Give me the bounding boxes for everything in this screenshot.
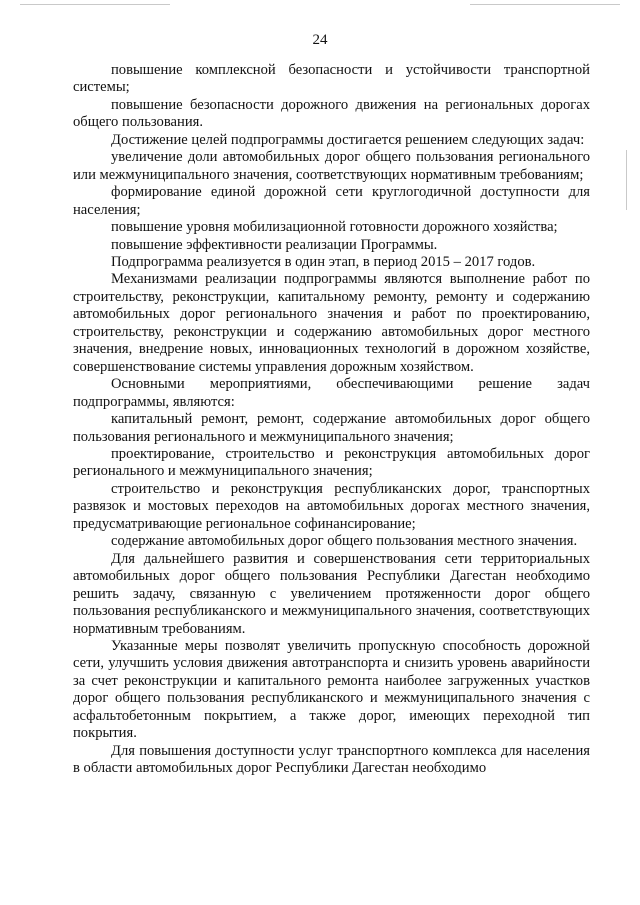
paragraph: повышение безопасности дорожного движения на региональных дорогах общего пользования. [73,96,590,131]
paragraph: строительство и реконструкция республиканских дорог, транспортных развязок и мостовых переходов на автомобильных дорогах местного значения, предусматривающие региональное софинансирование; [73,480,590,532]
paragraph: формирование единой дорожной сети круглогодичной доступности для населения; [73,184,590,218]
paragraph: повышение уровня мобилизационной готовности дорожного хозяйства; [111,219,558,236]
scan-artifact-right-edge [626,150,627,210]
paragraph: проектирование, строительство и реконструкция автомобильных дорог регионального и межмуниципального значения; [73,445,590,480]
paragraph: Для повышения доступности услуг транспортного комплекса для населения в области автомобильных дорог Республики Дагестан необходимо [73,742,590,777]
paragraph: Основными мероприятиями, обеспечивающими решение задач подпрограммы, являются: [73,376,590,410]
paragraph: Указанные меры позволят увеличить пропускную способность дорожной сети, улучшить условия движения автотранспорта и снизить уровень аварийности за счет реконструкции и капитального ремонта наиболее загруженных участков дорог общего пользования республиканского и межмуниципального значения с асфальтобетонным покрытием, а также дорог, имеющих переходной тип покрытия. [73,637,590,742]
paragraph: Для дальнейшего развития и совершенствования сети территориальных автомобильных дорог общего пользования Республики Дагестан необходимо решить задачу, связанную с увеличением протяженности дорог общего пользования республиканского и межмуниципального значения, соответствующих нормативным требованиям. [73,550,590,637]
paragraph: повышение комплексной безопасности и устойчивости транспортной системы; [73,62,590,96]
scan-artifact-top-right [470,4,620,5]
paragraph: Достижение целей подпрограммы достигается решением следующих задач: [111,131,585,148]
page-number: 24 [312,32,328,48]
paragraph: увеличение доли автомобильных дорог общего пользования регионального или межмуниципального значения, соответствующих нормативным требованиям; [73,149,590,183]
paragraph: Подпрограмма реализуется в один этап, в период 2015 – 2017 годов. [111,253,536,270]
paragraph: капитальный ремонт, ремонт, содержание автомобильных дорог общего пользования регионального и межмуниципального значения; [73,411,590,445]
paragraph: повышение эффективности реализации Программы. [111,236,438,253]
scan-artifact-top-left [20,4,170,5]
paragraph: Механизмами реализации подпрограммы являются выполнение работ по строительству, реконструкции, капитальному ремонту, ремонту и содержанию автомобильных дорог регионального значения и работ по проектированию, строительству, реконструкции и содержанию автомобильных дорог местного значения, внедрение новых, инновационных технологий в дорожном хозяйстве, совершенствование системы управления дорожным хозяйством. [73,271,590,375]
paragraph: содержание автомобильных дорог общего пользования местного значения. [111,533,578,550]
document-body [73,62,590,778]
